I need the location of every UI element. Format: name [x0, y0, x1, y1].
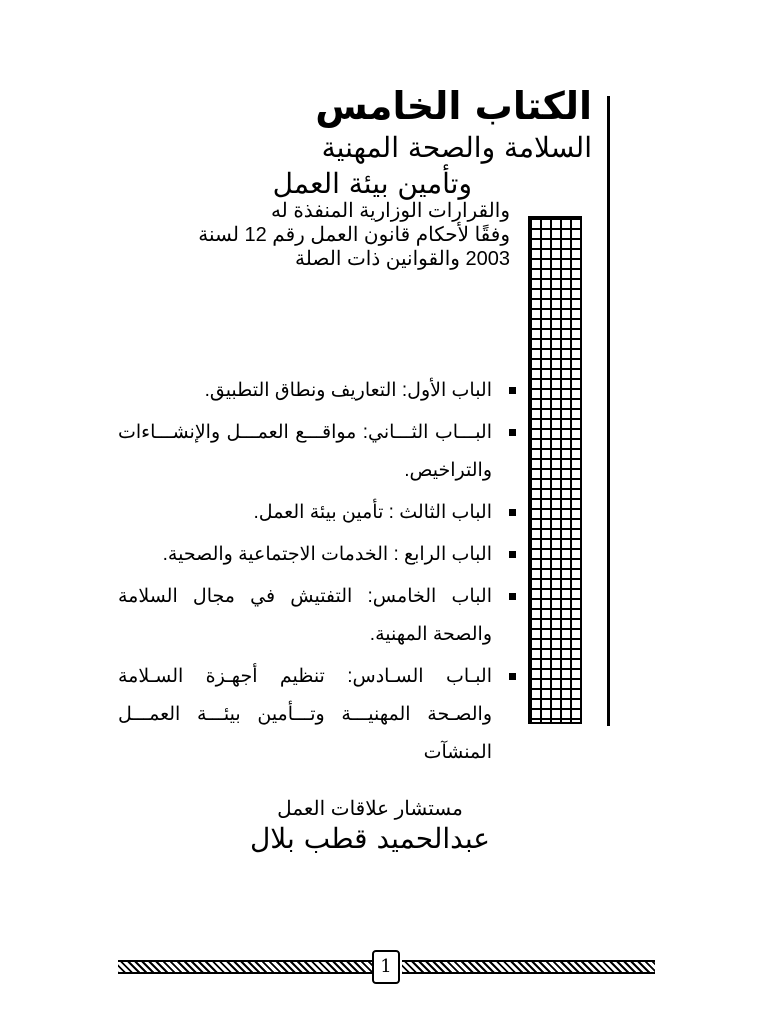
- chapter-item: [118, 578, 518, 654]
- chapter-item: [118, 494, 518, 532]
- footer-decorative-border-right: [402, 960, 655, 974]
- chapter-item: [118, 414, 518, 490]
- decorative-grid-strip: [528, 216, 582, 724]
- footer-decorative-border-left: [118, 960, 372, 974]
- intro-line-1: والقرارات الوزارية المنفذة له: [270, 200, 510, 222]
- subtitle-line-1: السلامة والصحة المهنية: [321, 131, 592, 164]
- chapter-list: [118, 372, 518, 763]
- chapter-item: [118, 658, 518, 772]
- chapter-item-text: الباب الخامس: التفتيش في مجال السلامة والصحة المهنية.: [118, 586, 492, 645]
- page-number: 1: [372, 950, 400, 984]
- chapter-item-text: البـــاب الثـــاني: مواقـــع العمـــل والإنشـــاءات والتراخيص.: [118, 422, 492, 481]
- chapter-item-text: الباب الأول: التعاريف ونطاق التطبيق.: [204, 380, 492, 401]
- book-title: الكتاب الخامس: [315, 84, 592, 128]
- chapter-item: [118, 372, 518, 410]
- subtitle-line-2: وتأمين بيئة العمل: [272, 167, 472, 200]
- chapter-item-text: البـاب السـادس: تنظيم أجهـزة السـلامة والصـحة المهنيـــة وتـــأمين بيئـــة العمـــل المنشآت: [118, 666, 492, 763]
- author-name: عبدالحميد قطب بلال: [249, 822, 491, 855]
- chapter-item-text: الباب الرابع : الخدمات الاجتماعية والصحية.: [162, 544, 492, 565]
- author-role: مستشار علاقات العمل: [277, 798, 463, 820]
- chapter-item-text: الباب الثالث : تأمين بيئة العمل.: [253, 502, 492, 523]
- intro-line-3: 2003 والقوانين ذات الصلة: [295, 248, 510, 270]
- vertical-rule-divider: [607, 96, 610, 726]
- intro-line-2: وفقًا لأحكام قانون العمل رقم 12 لسنة: [198, 224, 510, 246]
- chapter-item: [118, 536, 518, 574]
